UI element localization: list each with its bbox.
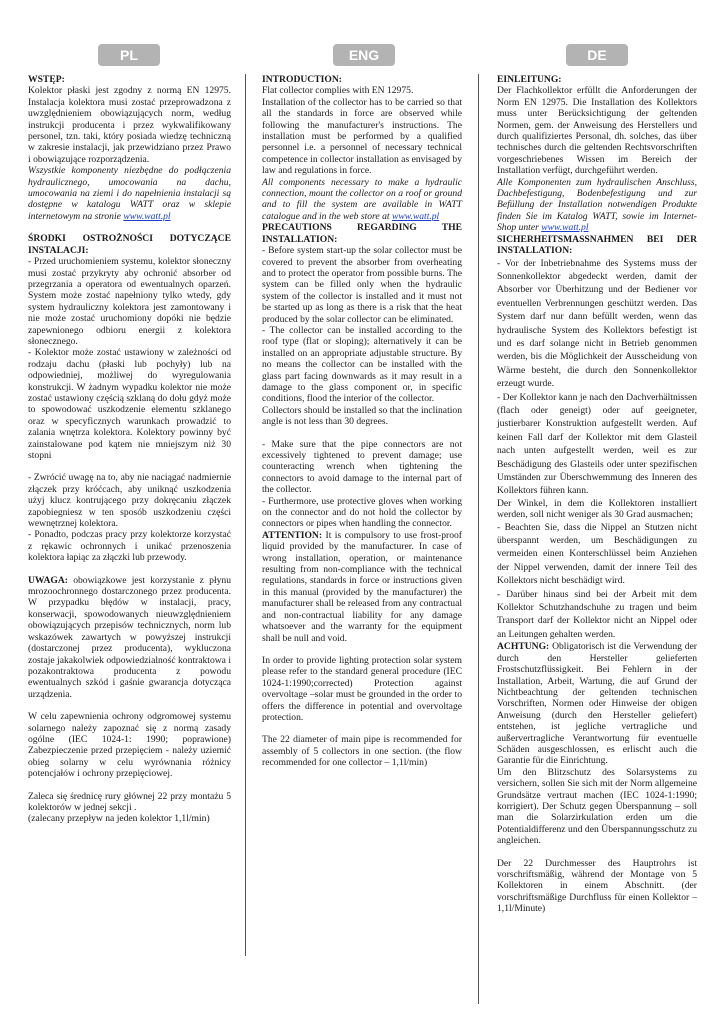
warning-label: ATTENTION: (262, 529, 323, 541)
warning-paragraph: ACHTUNG: Obligatorisch ist die Verwendung der durch den Hersteller gelieferten Frostschutzflüssigkeit. Bei Fehlern in der Installation, Arbeit, Wartung, die auf Grund der Nichtbeachtung der geltenden technischen Vorschriften, Normen oder Hinweise der obigen Anweisung (durch den Hersteller geliefert) entstehen, ist jegliche vertragliche und außervertragliche Verantwortung für eventuelle Schäden ausgeschlossen, es erlischt auch die Garantie für die Einrichtung. (497, 641, 697, 767)
intro-text: Flat collector complies with EN 12975. (262, 85, 414, 97)
intro-italic: Alle Komponenten zum hydraulischen Anschluss, Dachbefestigung, Bodenbefestigung und zur Befüllung der Installation notwendigen Produkte finden Sie im Katalog WATT, sowie im Internet-Shop unter www.watt.pl (497, 176, 697, 234)
pipe-paragraph: Zaleca się średnicę rury głównej 22 przy montażu 5 kolektorów w jednej sekcji . (28, 790, 231, 813)
safety-paragraph: - Beachten Sie, dass die Nippel an Stutzen nicht überspannt werden, um Beschädigungen zu vermeiden einen Konterschlüssel beim Anziehen der Nippel verwenden, damit der innere Teil des Kollektors nicht beschädigt wird. (497, 521, 697, 587)
lightning-paragraph: W celu zapewnienia ochrony odgromowej systemu solarnego należy zapoznać się z normą zasady ogólne (IEC 1024-1: 1990; poprawione) Zabezpieczenie przed przepięciem - należy uziemić obieg solarny w celu wyrównania różnicy potencjałów i ochrony przepięciowej. (28, 711, 231, 780)
warning-paragraph: UWAGA: obowiązkowe jest korzystanie z płynu mrozoochronnego dostarczonego przez producenta. W przypadku błędów w instalacji, pracy, konserwacji, spowodowanych nieuwzględnieniem obowiązujących przepisów technicznych, norm lub wskazówek zawartych w powyższej instrukcji (dostarczonej przez producenta), wykluczona zostaje jakakolwiek odpowiedzialność kontraktowa i pozakontraktowa producenta z powodu ewentualnych szkód i gaśnie gwarancja dotycząca urządzenia. (28, 574, 232, 700)
column-divider (478, 74, 479, 1004)
safety-heading: PRECAUTIONS REGARDING THE INSTALLATION: (262, 222, 462, 245)
warning-label: UWAGA: (28, 574, 68, 586)
intro-text: Kolektor płaski jest zgodny z normą EN 12975. Instalacja kolektora musi zostać przeprowadzona z uwzględnieniem obowiązujących norm, według instrukcji producenta i przez wykwalifikowany personel, tzn. taki, który posiada wiedzę techniczną w zakresie instalacji, jak przewidziano przez Prawo i obowiązujące rozporządzenia. (28, 85, 231, 165)
watt-link[interactable]: www.watt.pl (391, 210, 440, 222)
safety-paragraph: - The collector can be installed according to the roof type (flat or sloping); alternatively it can be installed on an appropriate adjustable structure. By no means the collector can be installed with the glass part facing downwards as it may result in a damage to the glass component or, in specific conditions, flood the interior of the collector. (262, 324, 462, 405)
safety-paragraph: - Ponadto, podczas pracy przy kolektorze korzystać z rękawic ochronnych i unikać przenoszenia kolektora łapiąc za złączki lub przewody. (28, 529, 231, 564)
safety-paragraph: - Make sure that the pipe connectors are not excessively tightened to prevent damage; use counteracting wrench when tightening the connectors to avoid damage to the internal part of the collector. (262, 438, 462, 496)
column-de (497, 74, 697, 915)
safety-paragraph: Collectors should be installed so that the inclination angle is not less than 30 degrees. (262, 404, 462, 428)
tab-pl[interactable]: PL (98, 44, 160, 66)
safety-paragraph: - Vor der Inbetriebnahme des Systems muss der Sonnenkollektor abgedeckt werden, damit der Absorber vor Überhitzung und der Bediener vor eventuellen Verbrennungen geschützt werden. Das System darf nur dann befüllt werden, wenn das hydraulische System des Kollektors befestigt ist und es darf solange nicht in Betrieb genommen werden, bis die Möglichkeit der Ausscheidung von Wärme besteht, die durch den Sonnenkollektor erzeugt wurde. (497, 257, 697, 390)
lightning-paragraph: In order to provide lighting protection solar system please refer to the standard general procedure (IEC 1024-1:1990;corrected) Protection against overvoltage –solar must be grounded in the order to offers the difference in potential and overvoltage protection. (262, 654, 462, 723)
intro-heading: EINLEITUNG: (497, 74, 562, 85)
watt-link[interactable]: www.watt.pl (123, 210, 171, 222)
tab-eng[interactable]: ENG (333, 44, 395, 66)
safety-paragraph: Der Winkel, in dem die Kollektoren installiert werden, soll nicht weniger als 30 Grad ausmachen; (497, 497, 697, 521)
watt-link[interactable]: www.watt.pl (541, 222, 589, 234)
tab-de[interactable]: DE (566, 44, 628, 66)
warning-label: ACHTUNG: (497, 641, 550, 653)
safety-paragraph: - Before system start-up the solar collector must be covered to prevent the absorber from overheating and to protect the operator from possible burns. The system can be filled only when the hydraulic system of the collector is installed and it must not be started up as long as there is a risk that the heat produced by the solar collector can be eliminated. (262, 245, 462, 325)
safety-paragraph: - Darüber hinaus sind bei der Arbeit mit dem Kollektor Schutzhandschuhe zu tragen und beim Transport darf der Kollektor nicht an Nippel oder an Leitungen gehalten werden. (497, 588, 697, 640)
column-eng (262, 74, 462, 769)
safety-heading: SICHERHEITSMASSNAHMEN BEI DER INSTALLATION: (497, 233, 697, 257)
intro-italic: Wszystkie komponenty niezbędne do podłączenia hydraulicznego, umocowania na dachu, umocowania na ziemi i do napełnienia instalacji są dostępne w katalogu WATT oraz w sklepie internetowym na stronie www.watt.pl (28, 165, 231, 222)
intro-heading: INTRODUCTION: (262, 74, 342, 85)
column-divider (245, 74, 246, 956)
column-pl (28, 74, 231, 825)
safety-heading: ŚRODKI OSTROŻNOŚCI DOTYCZĄCE INSTALACJI: (28, 233, 231, 256)
safety-paragraph: - Kolektor może zostać ustawiony w zależności od rodzaju dachu (płaski lub pochyły) lub na odpowiedniej, możliwej do wyregulowania konstrukcji. W żadnym wypadku kolektor nie może zostać ustawiony częścią szklaną do dołu gdyż może to spowodować uszkodzenie elementu szklanego oraz w specyficznych warunkach prowadzić to zalania wnętrza kolektora. Kolektory powinny być zainstalowane pod kątem nie mniejszym niż 30 stopni (28, 347, 231, 461)
intro-text: Der Flachkollektor erfüllt die Anforderungen der Norm EN 12975. Die Installation des Kollektors muss unter Berücksichtigung der geltenden Normen, gem. der Anweisung des Herstellers und durch qualifiziertes Personal, dh. solches, das über technisches durch die geltenden Rechtsvorschriften vorgeschriebenes Wissen im Bereich der Installation verfügt, durchgeführt werden. (497, 85, 697, 177)
safety-paragraph: - Zwrócić uwagę na to, aby nie naciągać nadmiernie złączek przy króćcach, aby uniknąć uszkodzenia użyj klucz kontrującego przy dokręcaniu złączek zapobiegniesz w ten sposób uszkodzeniu części wewnętrznej kolektora. (28, 472, 231, 530)
safety-paragraph: - Der Kollektor kann je nach den Dachverhältnissen (flach oder geneigt) oder auf geeigneter, justierbarer Konstruktion aufgestellt werden. Auf keinen Fall darf der Kollektor mit dem Glasteil nach unten aufgestellt werden, weil es zur Beschädigung des Glasteils oder unter spezifischen Umständen zur Überschwemmung des Inneren des Kollektors führen kann. (497, 391, 697, 497)
pipe-paragraph: The 22 diameter of main pipe is recommended for assembly of 5 collectors in one section. (the flow recommended for one collector – 1,1l/min) (262, 734, 462, 769)
intro-heading: WSTĘP: (28, 74, 65, 85)
warning-paragraph: ATTENTION: It is compulsory to use frost-proof liquid provided by the manufacturer. In case of wrong installation, operation, or maintenance resulting from non-compliance with the technical regulations, standards in force or instructions given in this manual (provided by the manufacturer) the manufacturer shall be released from any contractual and non-contractual liability for any damage whatsoever and the warranty for the equipment shall be null and void. (262, 529, 462, 644)
lightning-paragraph: Um den Blitzschutz des Solarsystems zu versichern, sollen Sie sich mit der Norm allgemeine Grundsätze vertraut machen (IEC 1024-1:1990; korrigiert). Der Schutz gegen Überspannung – soll man die Solarzirkulation erden um die Potentialdifferenz und den Überspannungsschutz zu angleichen. (497, 766, 697, 847)
safety-paragraph: - Furthermore, use protective gloves when working on the connector and do not hold the collector by connectors or pipes when handling the connector. (262, 495, 462, 530)
intro-text: Installation of the collector has to be carried so that all the standards in force are observed while following the manufacturer's instructions. The installation must be performed by a qualified personnel i.e. a personnel of necessary technical competence in collector installation as envisaged by law and regulations in force. (262, 96, 462, 177)
intro-italic: All components necessary to make a hydraulic connection, mount the collector on a roof or ground and to fill the system are available in WATT catalogue and in the web store at www.watt.pl (262, 176, 462, 222)
flow-paragraph: (zalecany przepływ na jeden kolektor 1,1l/min) (28, 813, 210, 825)
safety-paragraph: - Przed uruchomieniem systemu, kolektor słoneczny musi zostać przykryty aby ochronić absorber od przegrzania a operatora od ewentualnych oparzeń. System może zostać napełniony tylko wtedy, gdy system hydrauliczny kolektora jest zamontowany i nie może zostać uruchomiony dopóki nie będzie zapewnionego odbioru energii z kolektora słonecznego. (28, 256, 231, 347)
pipe-paragraph: Der 22 Durchmesser des Hauptrohrs ist vorschriftsmäßig, während der Montage von 5 Kollektoren in einem Abschnitt. (der vorschriftsmäßige Durchfluss für einen Kollektor – 1,1l/Minute) (497, 857, 697, 915)
